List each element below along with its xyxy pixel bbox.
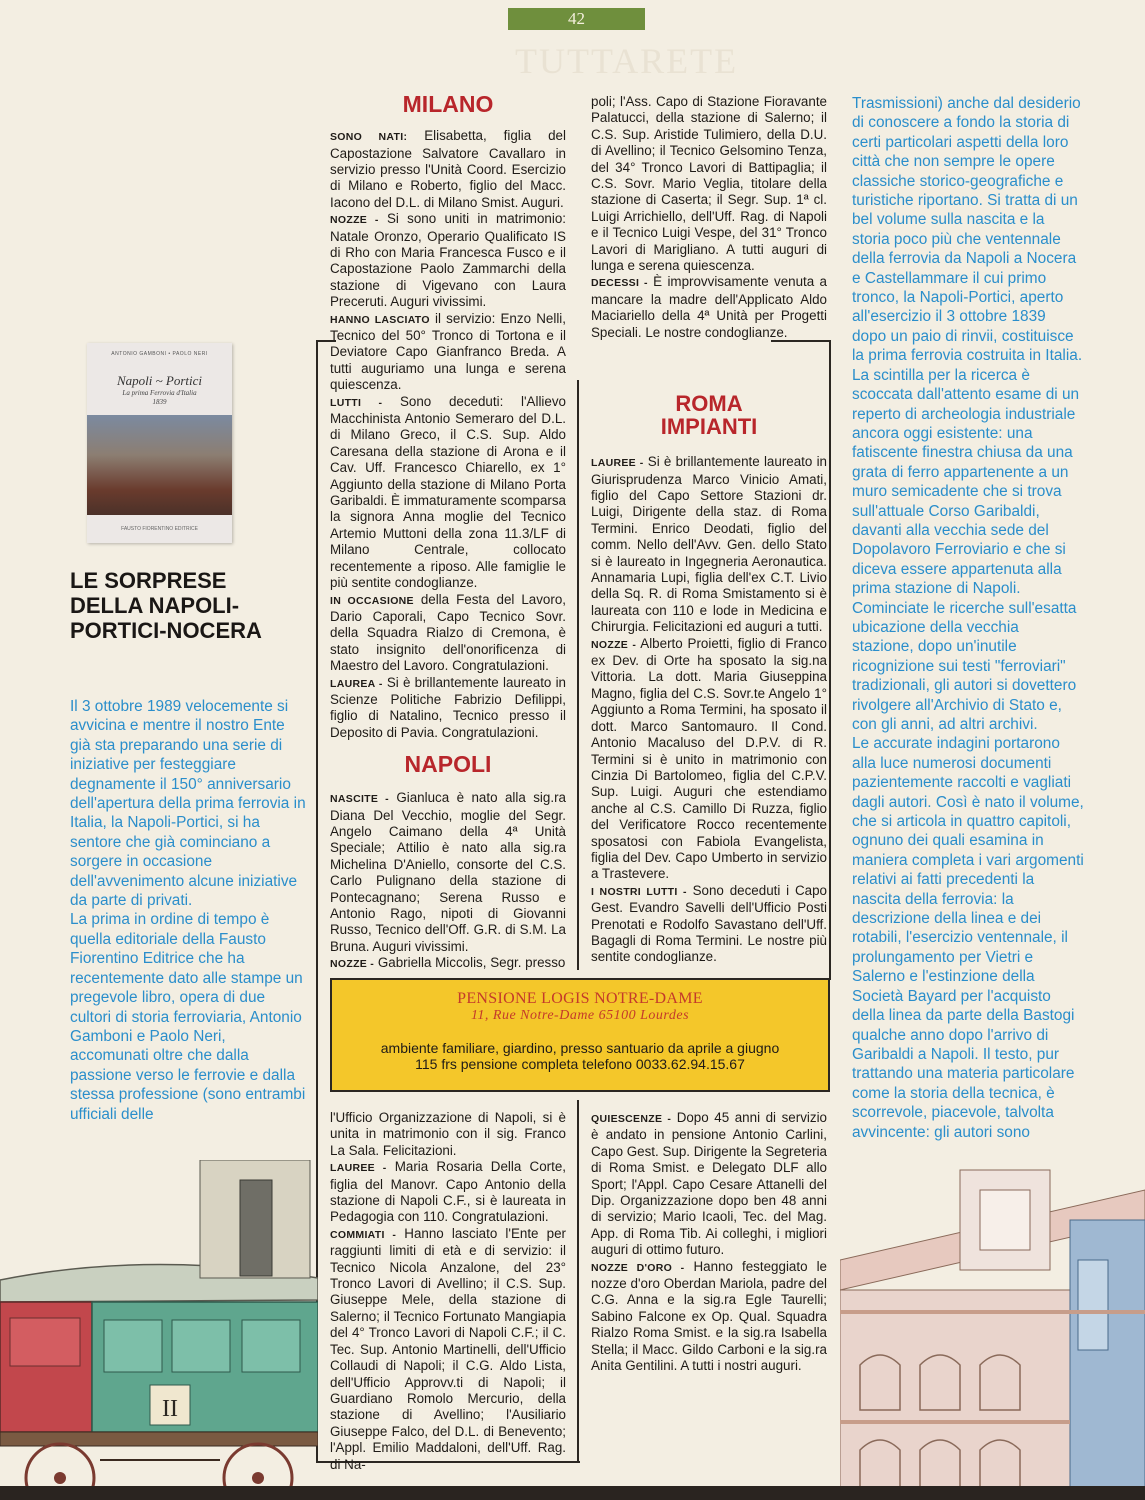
item-text: Alberto Proietti, figlio di Franco ex Dev. di Orte ha sposato la sig.na Vittoria. La dott. Maria Giuseppina Magno, figlia del C.S. Sovr.te Angelo 1° Aggiunto a Roma Termini, ha sposato il dott. Marco Santomauro. Il Cond. Antonio Macaluso del D.P.V. di R. Termini si è unito in matrimonio con Cinzia Di Bartolomeo, figlia del C.P.V. Sup. Luigi. Auguri che estendiamo anche al C.S. Camillo Di Ruzza, figlio del Verificatore Rocco recentemente sposatosi con Fabiola Evangelista, figlia del Dev. Capo Umberto in servizio a Trastevere.: [591, 635, 827, 882]
section-title-napoli: NAPOLI: [404, 751, 492, 777]
news-item: [330, 128, 566, 211]
news-item: [330, 790, 566, 955]
book-title: Napoli ~ Portici: [116, 373, 203, 388]
news-item: [330, 1159, 566, 1226]
carriage-class-label: II: [162, 1396, 178, 1422]
bottom-edge: [0, 1486, 1145, 1500]
item-label: COMMIATI -: [330, 1228, 397, 1241]
news-text: poli; l'Ass. Capo di Stazione Fioravante Palatucci, della stazione di Salerno; il C.S. Sup. Aristide Tulimiero, della D.U. di Avellino; il Tecnico Gelsomino Tenza, del 34° Tronco Lavori di Battipaglia; il C.S. Sovr. Mario Veglia, titolare della stazione di Caserta; il Segr. Sup. 1ª cl. Luigi Arrichiello, dell'Uff. Rag. di Napoli e il Tecnico Luigi Vespe, del 31° Tronco Lavori di Marigliano. A tutti auguri di lunga e serena quiescenza.: [591, 94, 827, 274]
news-text: l'Ufficio Organizzazione di Napoli, si è unita in matrimonio con il sig. Franco La Sala. Felicitazioni.: [330, 1110, 566, 1158]
item-label: NOZZE D'ORO -: [591, 1261, 685, 1274]
section-title-roma: ROMA: [675, 391, 743, 416]
article-column-right: [852, 94, 1084, 1142]
news-item: [591, 883, 827, 966]
item-text: Si sono uniti in matrimonio: Natale Oronzo, Operario Qualificato IS di Rho con Maria Francesca Fusco e il Capostazione Paolo Zammarchi della stazione di Vigevano con Laura Preceruti. Auguri vivissimi.: [330, 211, 566, 310]
item-text: Gabriella Miccolis, Segr. presso: [374, 955, 566, 971]
news-item: [330, 394, 566, 592]
item-text: Si è brillantemente laureato in Scienze Politiche Fabrizio Defilippi, figlio di Natalino, Tecnico presso il Deposito di Pavia. Congratulazioni.: [330, 674, 566, 740]
item-label: NASCITE -: [330, 793, 389, 806]
item-text: Hanno lasciato l'Ente per raggiunti limiti di età e di servizio: il Tecnico Nicola Anzalone, del 23° Tronco Lavori di Avellino; il C.S. Sup. Giuseppe Mele, della stazione di Salerno; il Tecnico Fortunato Mangiapia del 4° Tronco Lavori di Napoli C.F.; il C. Tec. Sup. Antonio Martinelli, dell'Ufficio Collaudi di Napoli; il C.G. Aldo Lista, dell'Ufficio Approvv.ti di Napoli; il Guardiano Romolo Mercurio, della stazione di Avellino; l'Ausiliario Giuseppe Falco, del D.L. di Benevento; l'Appl. Emilio Maddaloni, dell'Uff. Rag. di Na-: [330, 1225, 566, 1472]
news-item: [330, 592, 566, 675]
section-title-milano: MILANO: [402, 91, 494, 117]
item-label: DECESSI -: [591, 277, 648, 290]
article-paragraph: Il 3 ottobre 1989 velocemente si avvicina e mentre il nostro Ente già sta preparando una serie di iniziative per festeggiare degnamente il 150° anniversario dell'apertura della prima ferrovia in Italia, la Napoli-Portici, si ha sentore che già cominciano a sorgere in occasione dell'avvenimento alcune iniziative da parte di privati.: [70, 698, 306, 910]
item-text: Elisabetta, figlia del Capostazione Salvatore Cavallaro in servizio presso l'Unità Coord. Esercizio di Milano e Roberto, figlio del Macc. Iacono del D.L. di Milano Smist. Auguri.: [330, 128, 566, 210]
column-divider-bottom: [577, 1100, 579, 1462]
book-subtitle: [87, 389, 232, 407]
advertisement-box: [330, 978, 830, 1092]
news-item: [330, 955, 566, 972]
item-label: IN OCCASIONE: [330, 594, 414, 607]
ghost-masthead: TUTTARETE: [515, 41, 739, 81]
news-item: [330, 211, 566, 310]
item-text: Maria Rosaria Della Corte, figlia del Manovr. Capo Antonio della stazione di Napoli C.F., si è laureata in Pedagogia con 110. Congratulazioni.: [330, 1159, 566, 1225]
item-text: Dopo 45 anni di servizio è andato in pensione Antonio Carlini, Capo Gest. Sup. Dirigente la Segreteria di Roma Smist. e Delegato DLF allo Sport; l'Appl. Capo Cesare Attanelli del Dip. Organizzazione dopo ben 48 anni di servizio; Mario Icaoli, Tec. del Mag. App. di Roma Tib. Ai colleghi, i migliori auguri di ottimo futuro.: [591, 1110, 827, 1258]
article-paragraph: La prima in ordine di tempo è quella editoriale della Fausto Fiorentino Editrice che ha recentemente dato alle stampe un pregevole libro, opera di due cultori di storia ferroviaria, Antonio Gamboni e Paolo Neri, accomunati oltre che dalla passione verso le ferrovie e dalla stessa professione (sono entrambi ufficiali delle: [70, 911, 306, 1123]
ad-line-2: 115 frs pensione completa telefono 0033.62.94.15.67: [415, 1056, 745, 1072]
milano-column: [330, 92, 566, 741]
item-label: QUIESCENZE -: [591, 1113, 672, 1125]
page-number: 42: [508, 8, 645, 30]
book-year: 1839: [152, 398, 167, 406]
napoli-bottom-column: [330, 1110, 566, 1473]
ad-name: PENSIONE LOGIS NOTRE-DAME: [457, 990, 703, 1007]
book-painting: [87, 415, 232, 515]
news-item: [330, 675, 566, 742]
item-label: LAUREE -: [330, 1162, 387, 1175]
news-item: [330, 1226, 566, 1473]
item-label: NOZZE -: [591, 638, 637, 651]
frame-right-line: [829, 340, 831, 980]
station-building-illustration: [840, 1150, 1145, 1500]
ad-address: 11, Rue Notre-Dame 65100 Lourdes: [470, 1008, 690, 1023]
article-headline: LE SORPRESE DELLA NAPOLI-PORTICI-NOCERA: [70, 568, 262, 643]
news-item: [591, 636, 827, 883]
article-paragraph: Le accurate indagini portarono alla luce numerosi documenti pazientemente raccolti e vagliati dagli autori. Così è nato il volume, che si articola in quattro capitoli, ognuno dei quali esamina in maniera completa i vari argomenti relativi ai fatti precedenti la nascita della ferrovia: la descrizione della linea e dei rotabili, l'esercizio ventennale, il prolungamento per Vietri e Salerno e l'estinzione della Società Bayard per l'acquisto della linea da parte della Bastogi qualche anno dopo l'arrivo di Garibaldi a Napoli. Il testo, pur trattando una materia particolare come la storia della tecnica, è scorrevole, piacevole, talvolta avvincente: gli autori sono: [852, 735, 1084, 1141]
item-text: Sono deceduti i Capo Gest. Evandro Savelli dell'Ufficio Posti Prenotati e Rodolfo Savastano dell'Uff. Bagagli di Roma Termini. Le nostre più sentite condoglianze.: [591, 882, 828, 965]
roma-bottom-column: [591, 1110, 827, 1375]
news-item: [591, 454, 827, 635]
news-item: [591, 274, 827, 341]
item-label: I NOSTRI LUTTI -: [591, 885, 687, 898]
section-title-impianti: IMPIANTI: [660, 414, 758, 440]
item-text: È improvvisamente venuta a mancare la madre dell'Applicato Aldo Maciariello della 4ª Unità per Progetti Speciali. Le nostre condoglianze.: [591, 274, 827, 340]
item-text: Si è brillantemente laureato in Giurisprudenza Marco Vinicio Amati, figlio del Capo Settore Stazioni dr. Luigi, Dirigente della staz. di Roma Termini. Enrico Deodati, figlio del comm. Nello dell'Avv. Gen. dello Stato si è laureato in Ingegneria Aeronautica. Annamaria Lupi, figlia dell'ex C.T. Livio della Sq. R. di Roma Smistamento si è laureata con 110 e lode in Medicina e Chirurgia. Felicitazioni ed auguri a tutti.: [591, 454, 827, 635]
article-paragraph: La scintilla per la ricerca è scoccata dall'attento esame di un reperto di archeologia industriale ancora oggi esistente: una fatiscente finestra chiusa da una grata di ferro appartenente a un muro semicadente che si trova sull'attuale Corso Garibaldi, davanti alla vecchia sede del Dopolavoro Ferroviario e che si diceva essere appartenuta alla prima stazione di Napoli. Cominciate le ricerche sull'esatta ubicazione della vecchia stazione, dopo un'inutile ricognizione sui testi "ferroviari" tradizionali, gli autori si dovettero rivolgere all'Archivio di Stato e, con gli anni, ad altri archivi.: [852, 366, 1080, 733]
book-subtitle-line: La prima Ferrovia d'Italia: [122, 389, 197, 397]
item-label: HANNO LASCIATO: [330, 313, 430, 326]
column-divider: [577, 380, 579, 970]
article-paragraph: Trasmissioni) anche dal desiderio di conoscere a fondo la storia di certi particolari aspetti della loro città che non sempre le opere classiche storico-geografiche e turistiche riportano. Si tratta di un bel volume sulla nascita e la storia poco più che ventennale della ferrovia da Napoli a Nocera e Castellammare il cui primo tronco, la Napoli-Portici, aperto all'esercizio il 3 ottobre 1839 dopo un paio di rinvii, costituisce la prima ferrovia costruita in Italia.: [852, 95, 1083, 365]
news-item: [591, 1259, 827, 1375]
book-authors: ANTONIO GAMBONI • PAOLO NERI: [111, 351, 208, 357]
news-item: [330, 311, 566, 394]
article-column-left: [70, 697, 308, 1124]
item-label: NOZZE -: [330, 214, 379, 227]
book-cover-image: [87, 343, 232, 543]
train-carriage-illustration: [0, 1160, 318, 1500]
item-text: Gianluca è nato alla sig.ra Diana Del Vecchio, moglie del Segr. Angelo Caimano della 4ª Unità Speciale; Attilio è nato alla sig.ra Michelina D'Aniello, consorte del C.S. Carlo Pulignano della stazione di Pontecagnano; Serena Russo e Antonio Rago, nipoti di Giovanni Russo, Tecnico dell'Off. G.R. di S.M. La Bruna. Auguri vivissimi.: [330, 790, 566, 954]
item-label: LAUREE -: [591, 457, 644, 470]
book-publisher: FAUSTO FIORENTINO EDITRICE: [121, 526, 198, 532]
item-text: della Festa del Lavoro, Dario Caporali, Capo Tecnico Sovr. della Squadra Rialzo di Cremona, è stato insignito dell'onorificenza di Maestro del Lavoro. Congratulazioni.: [330, 591, 567, 674]
napoli-continuation: [591, 94, 827, 341]
item-label: NOZZE -: [330, 958, 375, 971]
item-text: Sono deceduti: l'Allievo Macchinista Antonio Semeraro del D.L. di Milano Greco, il C.S. Sup. Aldo Caresana della stazione di Arona e il Cav. Uff. Francesco Chiarello, ex 1° Aggiunto della stazione di Milano Porta Garibaldi. È immaturamente scomparsa la signora Anna moglie del Tecnico Artemio Muttoni della zona 11.3/LF di Milano Centrale, collocato recentemente a riposo. Alle famiglie le più sentite condoglianze.: [330, 393, 566, 591]
news-item: [591, 1110, 827, 1259]
item-label: LAUREA -: [330, 677, 383, 690]
roma-column: [591, 392, 827, 966]
item-label: LUTTI -: [330, 396, 383, 409]
napoli-column: [330, 752, 566, 973]
item-text: Hanno festeggiato le nozze d'oro Oberdan Mariola, padre del C.G. Anna e la sig.ra Egle Taurelli; Sabino Falcone ex Op. Qual. Squadra Rialzo Roma Smist. e la sig.ra Isabella Stella; il Macc. Gildo Carboni e la sig.ra Anita Gentilini. A tutti i nostri auguri.: [591, 1258, 828, 1374]
ad-line-1: ambiente familiare, giardino, presso santuario da aprile a giugno: [380, 1040, 780, 1056]
item-label: SONO NATI:: [330, 131, 408, 144]
item-text: il servizio: Enzo Nelli, Tecnico del 50° Tronco di Tortona e il Deviatore Capo Gianfranco Breda. A tutti auguriamo una lunga e serena quiescenza.: [330, 310, 567, 393]
